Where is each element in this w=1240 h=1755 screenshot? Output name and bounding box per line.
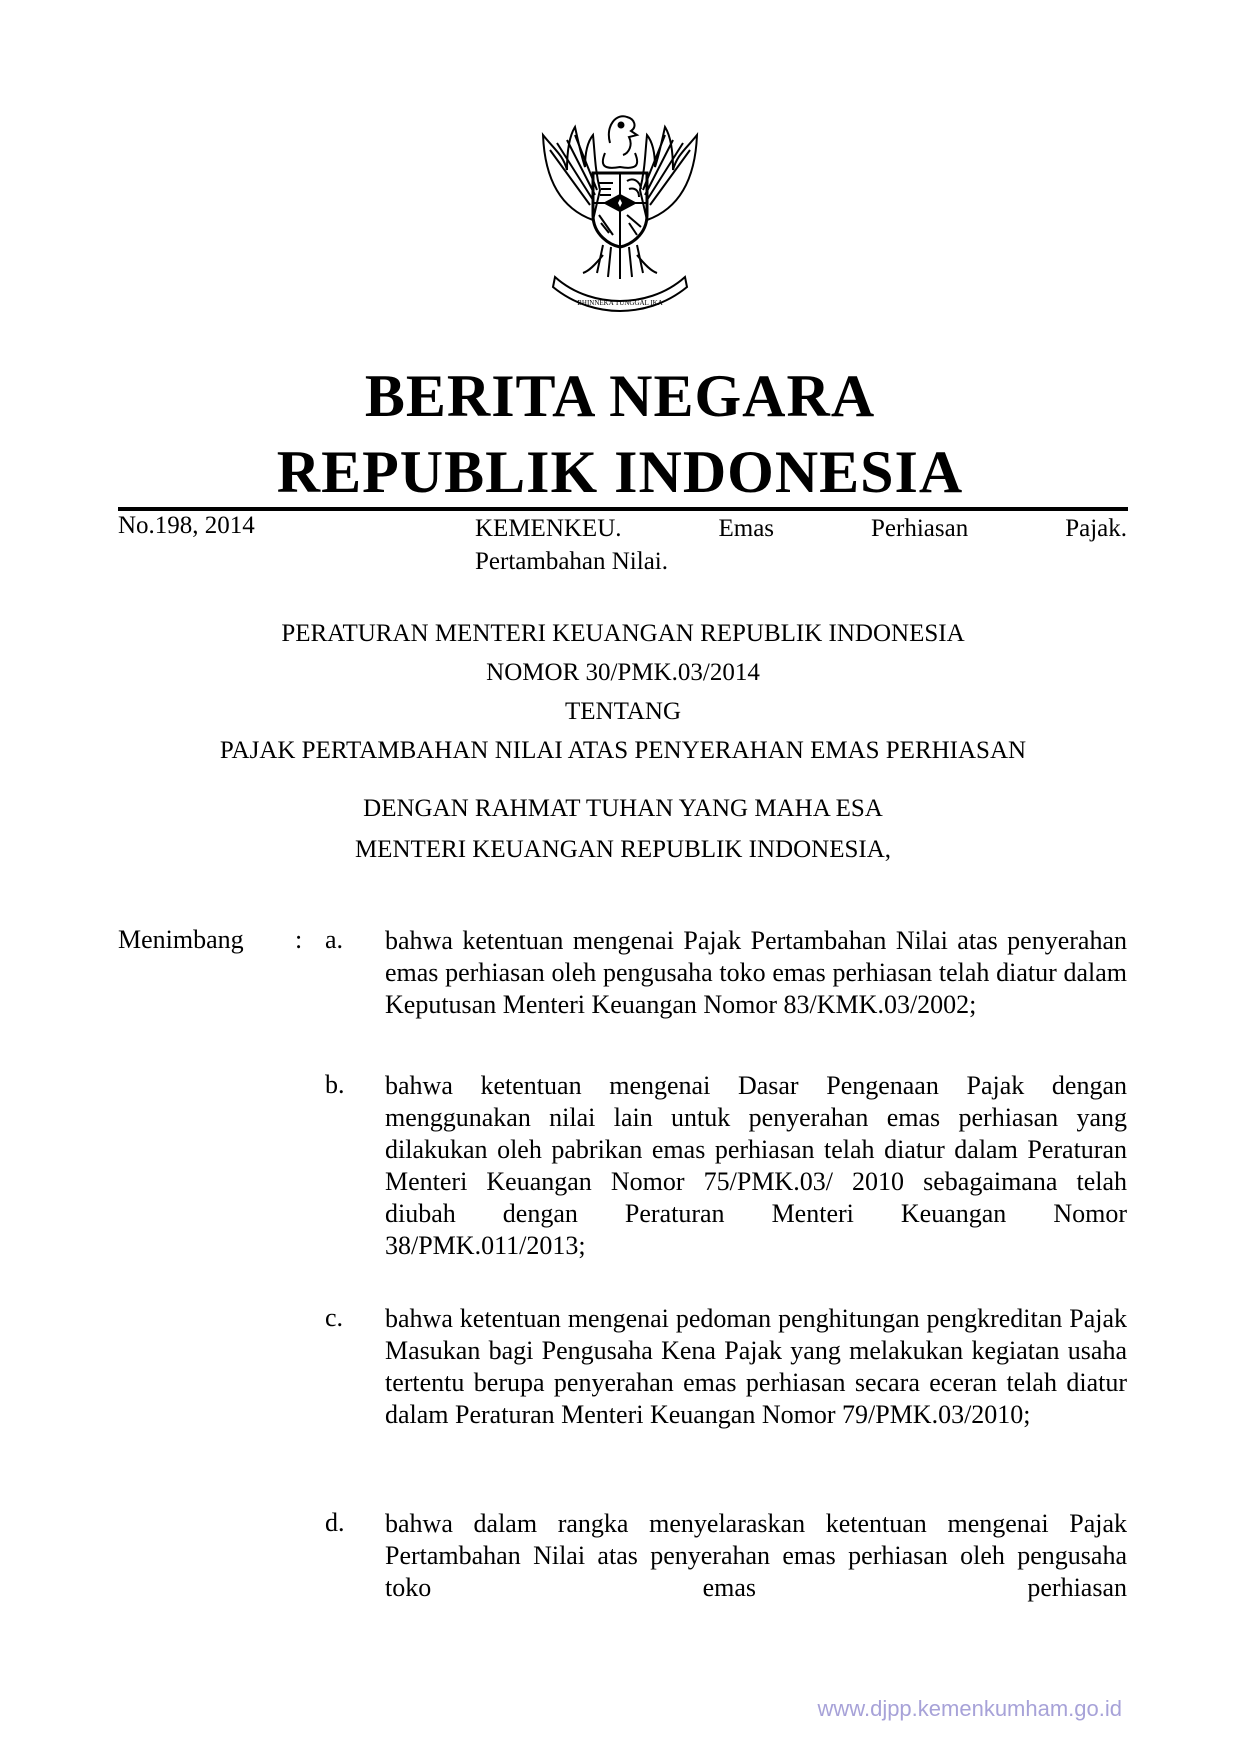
preamble-line2: MENTERI KEUANGAN REPUBLIK INDONESIA, xyxy=(354,836,892,863)
considering-item-letter: a. xyxy=(325,925,344,954)
masthead-title: BERITA NEGARA xyxy=(364,363,876,429)
considering-label: Menimbang xyxy=(118,925,244,954)
footer-website-link[interactable]: www.djpp.kemenkumham.go.id xyxy=(817,1696,1122,1721)
considering-item-text: bahwa ketentuan mengenai Pajak Pertambahan Nilai atas penyerahan emas perhiasan oleh pengusaha toko emas perhiasan telah diatur dalam Keputusan Menteri Keuangan Nomor 83/KMK.03/2002; xyxy=(385,926,1127,1019)
emblem-motto: BHINNEKA TUNGGAL IKA xyxy=(577,299,663,307)
regulation-subject: PAJAK PERTAMBAHAN NILAI ATAS PENYERAHAN EMAS PERHIASAN xyxy=(219,737,1027,764)
considering-colon: : xyxy=(295,925,303,954)
considering-item-letter: b. xyxy=(325,1070,345,1099)
gazette-subject xyxy=(475,512,1127,578)
regulation-title: PERATURAN MENTERI KEUANGAN REPUBLIK INDONESIA xyxy=(281,620,965,647)
considering-item-letter: d. xyxy=(325,1508,345,1537)
gazette-subject-line2: Pertambahan Nilai. xyxy=(475,548,668,575)
regulation-number: NOMOR 30/PMK.03/2014 xyxy=(486,659,760,686)
garuda-emblem-icon xyxy=(505,95,735,325)
masthead-subtitle: REPUBLIK INDONESIA xyxy=(276,439,964,505)
regulation-heading xyxy=(118,614,1128,770)
preamble-line1: DENGAN RAHMAT TUHAN YANG MAHA ESA xyxy=(363,795,883,822)
preamble xyxy=(118,788,1128,870)
regulation-about: TENTANG xyxy=(564,698,682,725)
considering-item-text: bahwa ketentuan mengenai Dasar Pengenaan Pajak dengan menggunakan nilai lain untuk penyerahan emas perhiasan yang dilakukan oleh pabrikan emas perhiasan telah diatur dalam Peraturan Menteri Keuangan Nomor 75/PMK.03/ 2010 sebagaimana telah diubah dengan Peraturan Menteri Keuangan Nomor 38/PMK.011/2013; xyxy=(385,1071,1127,1260)
gazette-number: No.198, 2014 xyxy=(118,512,255,539)
gazette-subject-line1: KEMENKEU. Emas Perhiasan Pajak. xyxy=(475,515,1127,542)
masthead-divider xyxy=(118,507,1128,511)
considering-item-text: bahwa dalam rangka menyelaraskan ketentuan mengenai Pajak Pertambahan Nilai atas penyerahan emas perhiasan oleh pengusaha toko emas perhiasan xyxy=(385,1509,1127,1602)
considering-item-text: bahwa ketentuan mengenai pedoman penghitungan pengkreditan Pajak Masukan bagi Pengusaha Kena Pajak yang melakukan kegiatan usaha tertentu berupa penyerahan emas perhiasan secara eceran telah diatur dalam Peraturan Menteri Keuangan Nomor 79/PMK.03/2010; xyxy=(385,1304,1127,1429)
considering-item-letter: c. xyxy=(325,1303,344,1332)
